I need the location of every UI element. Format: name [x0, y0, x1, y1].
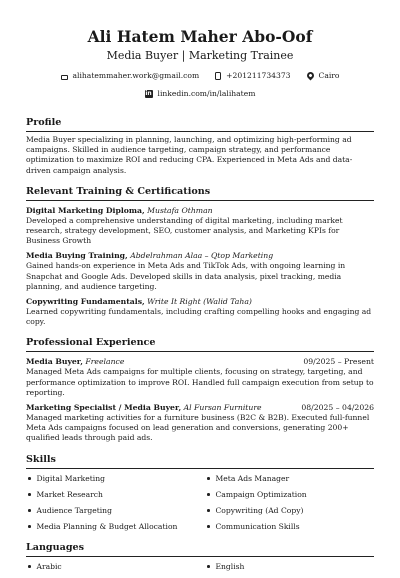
training-desc: Learned copywriting fundamentals, including crafting compelling hooks and engaging ad copy.	[26, 307, 372, 327]
candidate-subtitle: Media Buyer | Marketing Trainee	[106, 49, 294, 62]
skill-label: Copywriting (Ad Copy)	[215, 505, 304, 515]
skill-item	[205, 490, 374, 500]
candidate-name: Ali Hatem Maher Abo-Oof	[87, 27, 313, 46]
training-provider: Mustafa Othman	[147, 205, 213, 215]
skill-label: Campaign Optimization	[215, 489, 307, 499]
skill-item	[205, 506, 374, 516]
skill-item	[26, 490, 195, 500]
training-entry	[26, 206, 374, 247]
experience-dates: 09/2025 – Present	[303, 357, 374, 367]
skill-label: Audience Targeting	[36, 505, 112, 515]
language-label: Arabic	[36, 561, 62, 571]
skill-label: Market Research	[36, 489, 103, 499]
contact-line	[26, 71, 374, 81]
phone-text: +201211734373	[226, 71, 291, 80]
skill-item	[26, 522, 195, 532]
experience-role: Media Buyer,	[26, 357, 83, 367]
training-name: Digital Marketing Diploma,	[26, 205, 145, 215]
training-provider: Abdelrahman Alaa – Qtop Marketing	[130, 251, 274, 261]
experience-desc: Managed Meta Ads campaigns for multiple clients, focusing on strategy, targeting, and performance optimization to improve ROI. Handled full campaign execution from setup to reporting.	[26, 367, 374, 397]
bullet-icon	[28, 565, 31, 568]
bullet-icon	[207, 565, 210, 568]
section-title-experience: Professional Experience	[26, 337, 374, 352]
experience-entry	[26, 357, 374, 398]
location-text: Cairo	[318, 71, 340, 80]
training-desc: Developed a comprehensive understanding of digital marketing, including market research, strategy development, SEO, customer analysis, and Marketing KPIs for Business Growth	[26, 215, 343, 246]
training-name: Copywriting Fundamentals,	[26, 297, 145, 307]
skill-item	[26, 474, 195, 484]
experience-company: Freelance	[85, 357, 125, 367]
bullet-icon	[207, 493, 210, 496]
training-name: Media Buying Training,	[26, 251, 128, 261]
email-link[interactable]: alihatemmaher.work@gmail.com	[72, 71, 200, 80]
skill-item	[205, 474, 374, 484]
skill-item	[26, 506, 195, 516]
mail-icon	[61, 75, 68, 80]
experience-company: Al Fursan Furniture	[183, 403, 262, 413]
section-title-skills: Skills	[26, 454, 374, 469]
language-label: English	[215, 561, 245, 571]
bullet-icon	[207, 477, 210, 480]
linkedin-icon: in	[145, 90, 152, 97]
section-title-languages: Languages	[26, 542, 374, 557]
section-title-profile: Profile	[26, 117, 374, 132]
languages-list	[26, 562, 374, 578]
language-item	[26, 562, 195, 572]
training-entry	[26, 297, 374, 327]
bullet-icon	[28, 525, 31, 528]
skill-label: Communication Skills	[215, 521, 300, 531]
phone-icon	[215, 72, 221, 80]
experience-desc: Managed marketing activities for a furniture business (B2C & B2B). Executed full-funnel Meta Ads campaigns focused on lead generation and conversions, generating 200+ qualified leads through paid ads.	[26, 413, 370, 443]
bullet-icon	[28, 493, 31, 496]
linkedin-link[interactable]: linkedin.com/in/lalihatem	[157, 89, 256, 98]
bullet-icon	[207, 525, 210, 528]
skill-label: Media Planning & Budget Allocation	[36, 521, 178, 531]
training-provider: Write It Right (Walid Taha)	[147, 297, 252, 307]
experience-role: Marketing Specialist / Media Buyer,	[26, 403, 182, 413]
training-desc: Gained hands-on experience in Meta Ads and TikTok Ads, with ongoing learning in Snapchat and Google Ads. Developed skills in data analysis, pixel tracking, media planning, and audience targeting.	[26, 261, 346, 291]
experience-dates: 08/2025 – 04/2026	[301, 403, 374, 413]
profile-text: Media Buyer specializing in planning, launching, and optimizing high-performing ad campaigns. Skilled in audience targeting, campaign strategy, and performance optimization to maximize ROI and reducing CPA. Experienced in Meta Ads and data-driven campaign analysis.	[26, 135, 353, 175]
language-item	[205, 562, 374, 572]
skill-item	[205, 522, 374, 532]
skills-list	[26, 474, 374, 538]
skill-label: Meta Ads Manager	[215, 473, 290, 483]
bullet-icon	[28, 477, 31, 480]
experience-entry	[26, 403, 374, 444]
linkedin-line	[26, 89, 374, 99]
skill-label: Digital Marketing	[36, 473, 105, 483]
bullet-icon	[207, 509, 210, 512]
bullet-icon	[28, 509, 31, 512]
section-title-training: Relevant Training & Certifications	[26, 186, 374, 201]
location-pin-icon	[305, 70, 315, 80]
training-entry	[26, 251, 374, 292]
